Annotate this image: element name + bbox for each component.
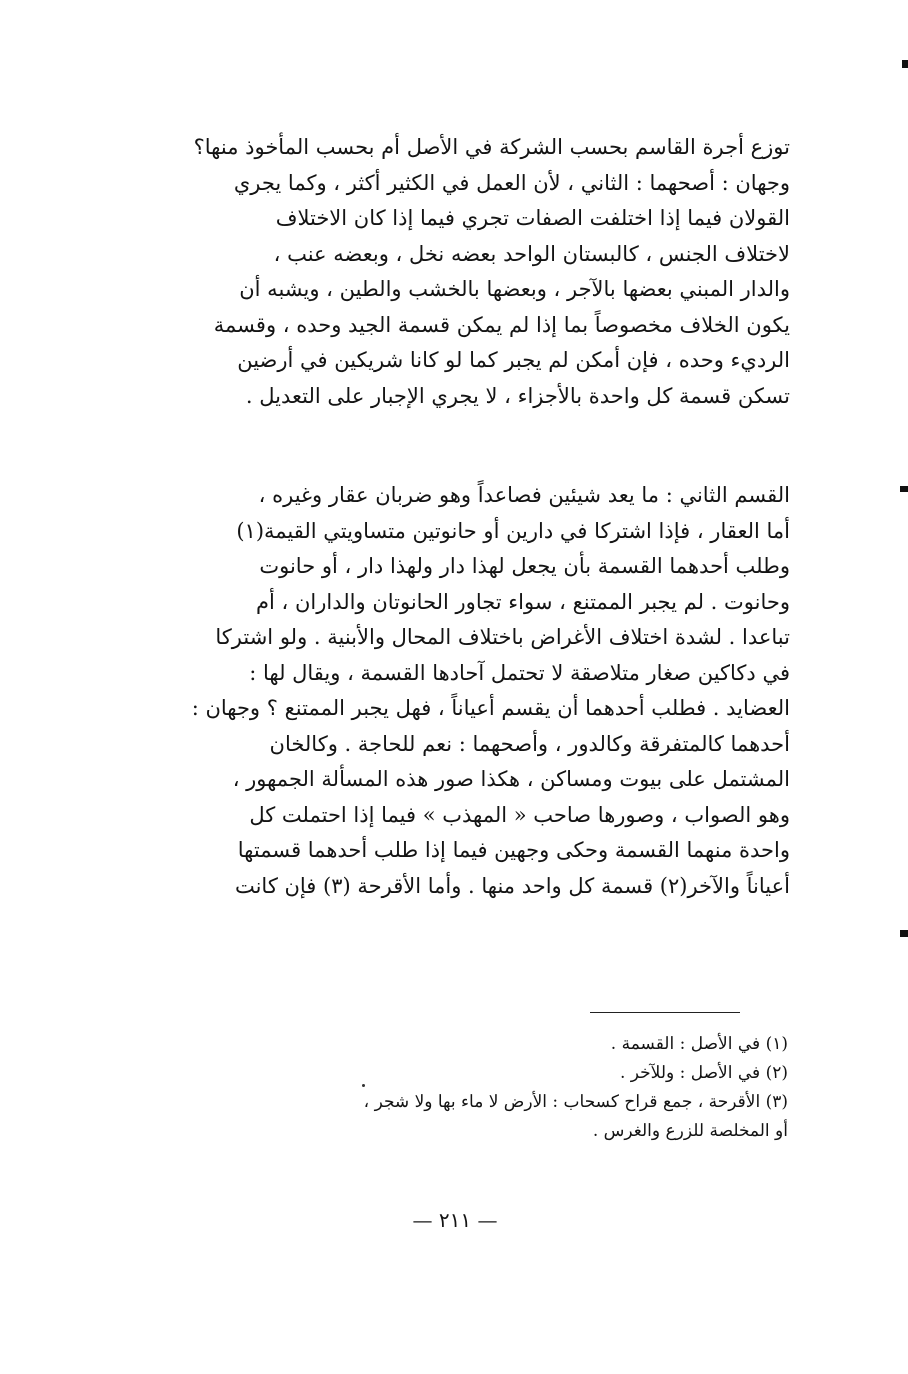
text-line: تباعدا . لشدة اختلاف الأغراض باختلاف المحال والأبنية . ولو اشتركا bbox=[215, 625, 790, 649]
footnotes bbox=[140, 1030, 788, 1146]
paragraph-2 bbox=[130, 478, 790, 904]
text-line: أعياناً والآخر(٢) قسمة كل واحد منها . وأما الأقرحة (٣) فإن كانت bbox=[234, 873, 790, 898]
footnote-3-continued: أو المخلصة للزرع والغرس . bbox=[592, 1121, 788, 1141]
text-line: لاختلاف الجنس ، كالبستان الواحد بعضه نخل ، وبعضه عنب ، bbox=[273, 241, 790, 266]
text-line: المشتمل على بيوت ومساكن ، هكذا صور هذه المسألة الجمهور ، bbox=[232, 767, 790, 791]
page-number: — ٢١١ — bbox=[412, 1208, 498, 1232]
paragraph-1 bbox=[130, 130, 790, 414]
text-line: أحدهما كالمتفرقة وكالدور ، وأصحهما : نعم للحاجة . وكالخان bbox=[269, 731, 790, 756]
text-line: واحدة منهما القسمة وحكى وجهين فيما إذا طلب أحدهما قسمتها bbox=[237, 838, 790, 862]
scan-edge-mark bbox=[900, 486, 908, 492]
scan-edge-mark bbox=[900, 930, 908, 937]
text-line: وحانوت . لم يجبر الممتنع ، سواء تجاور الحانوتان والداران ، أم bbox=[256, 589, 790, 614]
scan-speck bbox=[362, 1084, 365, 1087]
text-line: وجهان : أصحهما : الثاني ، لأن العمل في الكثير أكثر ، وكما يجري bbox=[233, 170, 790, 195]
footnote-2: (٢) في الأصل : وللآخر . bbox=[619, 1063, 788, 1083]
text-line: توزع أجرة القاسم بحسب الشركة في الأصل أم بحسب المأخوذ منها؟ bbox=[193, 135, 790, 159]
text-line: القولان فيما إذا اختلفت الصفات تجري فيما إذا كان الاختلاف bbox=[275, 206, 790, 230]
text-line: والدار المبني بعضها بالآجر ، وبعضها بالخشب والطين ، ويشبه أن bbox=[239, 277, 790, 301]
text-line: وهو الصواب ، وصورها صاحب « المهذب » فيما إذا احتملت كل bbox=[249, 802, 790, 827]
text-line: العضايد . فطلب أحدهما أن يقسم أعياناً ، فهل يجبر الممتنع ؟ وجهان : bbox=[191, 696, 790, 720]
text-line: وطلب أحدهما القسمة بأن يجعل لهذا دار ولهذا دار ، أو حانوت bbox=[259, 554, 790, 578]
text-line: القسم الثاني : ما يعد شيئين فصاعداً وهو ضربان عقار وغيره ، bbox=[258, 483, 790, 507]
text-line: يكون الخلاف مخصوصاً بما إذا لم يمكن قسمة الجيد وحده ، وقسمة bbox=[213, 312, 790, 337]
text-line: أما العقار ، فإذا اشتركا في دارين أو حانوتين متساويتي القيمة(١) bbox=[236, 518, 790, 543]
scan-edge-mark bbox=[902, 60, 908, 68]
text-line: في دكاكين صغار متلاصقة لا تحتمل آحادها القسمة ، ويقال لها : bbox=[249, 660, 790, 685]
text-line: تسكن قسمة كل واحدة بالأجزاء ، لا يجري الإجبار على التعديل . bbox=[245, 383, 790, 408]
footnote-separator bbox=[590, 1012, 740, 1013]
footnote-1: (١) في الأصل : القسمة . bbox=[610, 1034, 788, 1054]
footnote-3: (٣) الأقرحة ، جمع قراح كسحاب : الأرض لا ماء بها ولا شجر ، bbox=[363, 1092, 788, 1112]
text-line: الرديء وحده ، فإن أمكن لم يجبر كما لو كانا شريكين في أرضين bbox=[237, 348, 790, 372]
